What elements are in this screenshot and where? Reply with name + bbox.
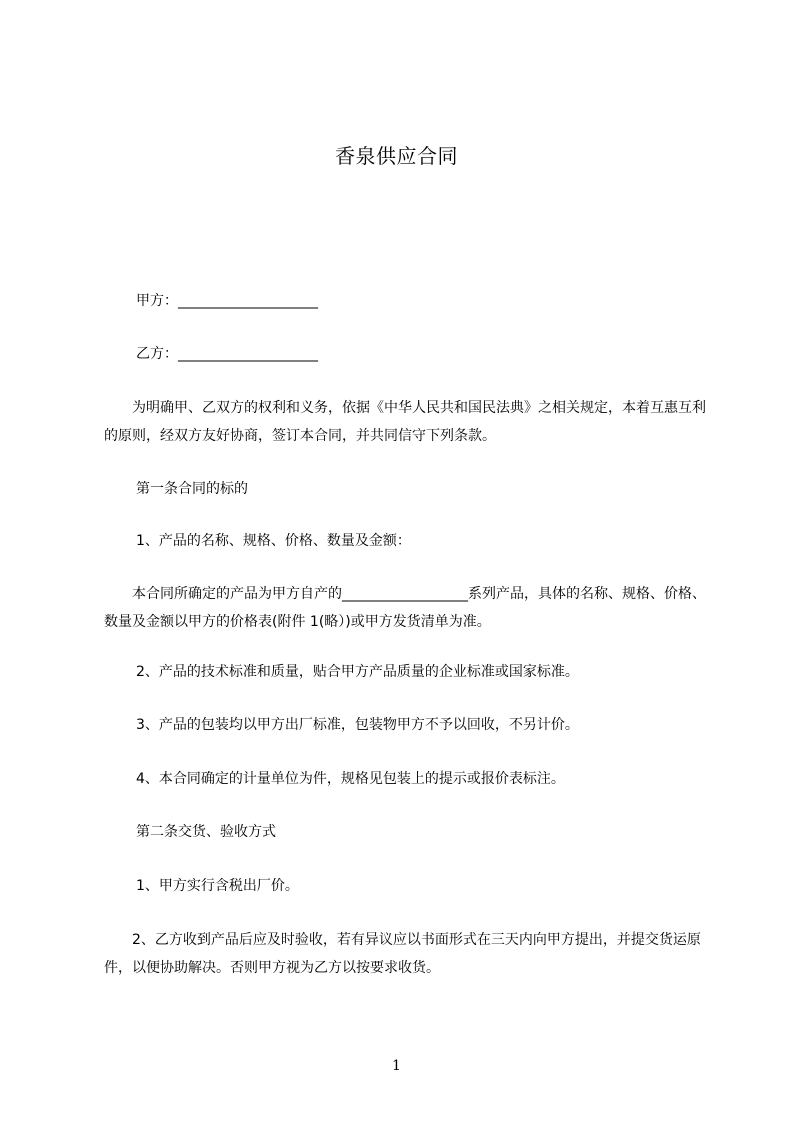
intro-paragraph: 为明确甲、乙双方的权利和义务，依据《中华人民共和国民法典》之相关规定，本着互惠互利的原则，经双方友好协商，签订本合同，并共同信守下列条款。 <box>104 400 706 444</box>
article-1-item-1: 1、产品的名称、规格、价格、数量及金额： <box>136 533 411 549</box>
article-1-item-1-body: 本合同所确定的产品为甲方自产的__________________系列产品，具体的名称、规格、价格、数量及金额以甲方的价格表(附件 1(略）)或甲方发货清单为准。 <box>104 586 706 630</box>
party-a-line: 甲方：____________________ <box>136 293 318 309</box>
article-2-item-1: 1、甲方实行含税出厂价。 <box>136 878 299 894</box>
article-1-item-4: 4、本合同确定的计量单位为件，规格见包装上的提示或报价表标注。 <box>136 771 565 787</box>
article-1-item-3: 3、产品的包装均以甲方出厂标准，包装物甲方不予以回收，不另计价。 <box>136 717 579 733</box>
page-number: 1 <box>392 1058 401 1074</box>
article-1-item-2: 2、产品的技术标准和质量，贴合甲方产品质量的企业标准或国家标准。 <box>136 664 579 680</box>
article-2-heading: 第二条交货、验收方式 <box>136 824 276 840</box>
party-b-line: 乙方：____________________ <box>136 346 318 362</box>
document-title: 香泉供应合同 <box>335 144 458 168</box>
article-2-item-2: 2、乙方收到产品后应及时验收，若有异议应以书面形式在三天内向甲方提出，并提交货运原件，以便协助解决。否则甲方视为乙方以按要求收货。 <box>104 932 701 976</box>
article-1-heading: 第一条合同的标的 <box>136 481 248 497</box>
